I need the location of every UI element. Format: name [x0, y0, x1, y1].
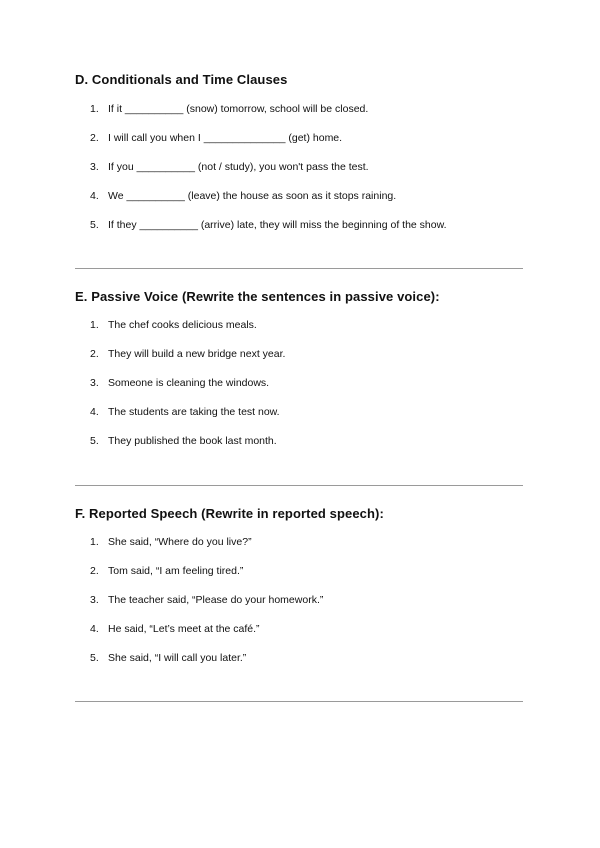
item-number: 4.: [90, 190, 99, 202]
divider: [75, 485, 523, 486]
item-text: Tom said, “I am feeling tired.”: [108, 565, 244, 577]
list-item: [90, 652, 246, 665]
item-number: 1.: [90, 103, 99, 115]
item-number: 3.: [90, 594, 99, 606]
item-text: They published the book last month.: [108, 435, 277, 447]
section-reported-speech: [75, 506, 525, 522]
item-number: 1.: [90, 319, 99, 331]
item-number: 3.: [90, 377, 99, 389]
item-number: 3.: [90, 161, 99, 173]
item-number: 5.: [90, 219, 99, 231]
item-text: The students are taking the test now.: [108, 406, 280, 418]
item-text: She said, “Where do you live?”: [108, 536, 252, 548]
list-item: [90, 536, 252, 549]
list-item: [90, 190, 396, 203]
item-number: 4.: [90, 623, 99, 635]
item-text: If it __________ (snow) tomorrow, school will be closed.: [108, 103, 369, 115]
item-text: The chef cooks delicious meals.: [108, 319, 257, 331]
list-item: [90, 348, 285, 361]
list-item: [90, 623, 260, 636]
list-item: [90, 132, 342, 145]
section-title: F. Reported Speech (Rewrite in reported speech):: [75, 506, 384, 521]
section-title: E. Passive Voice (Rewrite the sentences in passive voice):: [75, 289, 440, 304]
item-text: I will call you when I ______________ (get) home.: [108, 132, 343, 144]
item-number: 2.: [90, 132, 99, 144]
list-item: [90, 377, 269, 390]
list-item: [90, 435, 277, 448]
item-text: They will build a new bridge next year.: [108, 348, 286, 360]
list-item: [90, 161, 369, 174]
item-number: 2.: [90, 348, 99, 360]
item-text: We __________ (leave) the house as soon as it stops raining.: [108, 190, 397, 202]
list-item: [90, 594, 323, 607]
section-title: D. Conditionals and Time Clauses: [75, 72, 288, 87]
divider: [75, 268, 523, 269]
item-number: 1.: [90, 536, 99, 548]
list-item: [90, 103, 368, 116]
item-text: If they __________ (arrive) late, they will miss the beginning of the show.: [108, 219, 447, 231]
item-number: 5.: [90, 435, 99, 447]
item-text: If you __________ (not / study), you won't pass the test.: [108, 161, 369, 173]
item-text: He said, “Let’s meet at the café.”: [108, 623, 260, 635]
item-text: Someone is cleaning the windows.: [108, 377, 270, 389]
section-passive-voice: [75, 289, 525, 305]
item-text: She said, “I will call you later.”: [108, 652, 247, 664]
item-text: The teacher said, “Please do your homework.”: [108, 594, 324, 606]
item-number: 2.: [90, 565, 99, 577]
divider: [75, 701, 523, 702]
list-item: [90, 219, 447, 232]
section-conditionals: [75, 72, 525, 88]
list-item: [90, 406, 280, 419]
item-number: 4.: [90, 406, 99, 418]
list-item: [90, 319, 257, 332]
list-item: [90, 565, 243, 578]
item-number: 5.: [90, 652, 99, 664]
